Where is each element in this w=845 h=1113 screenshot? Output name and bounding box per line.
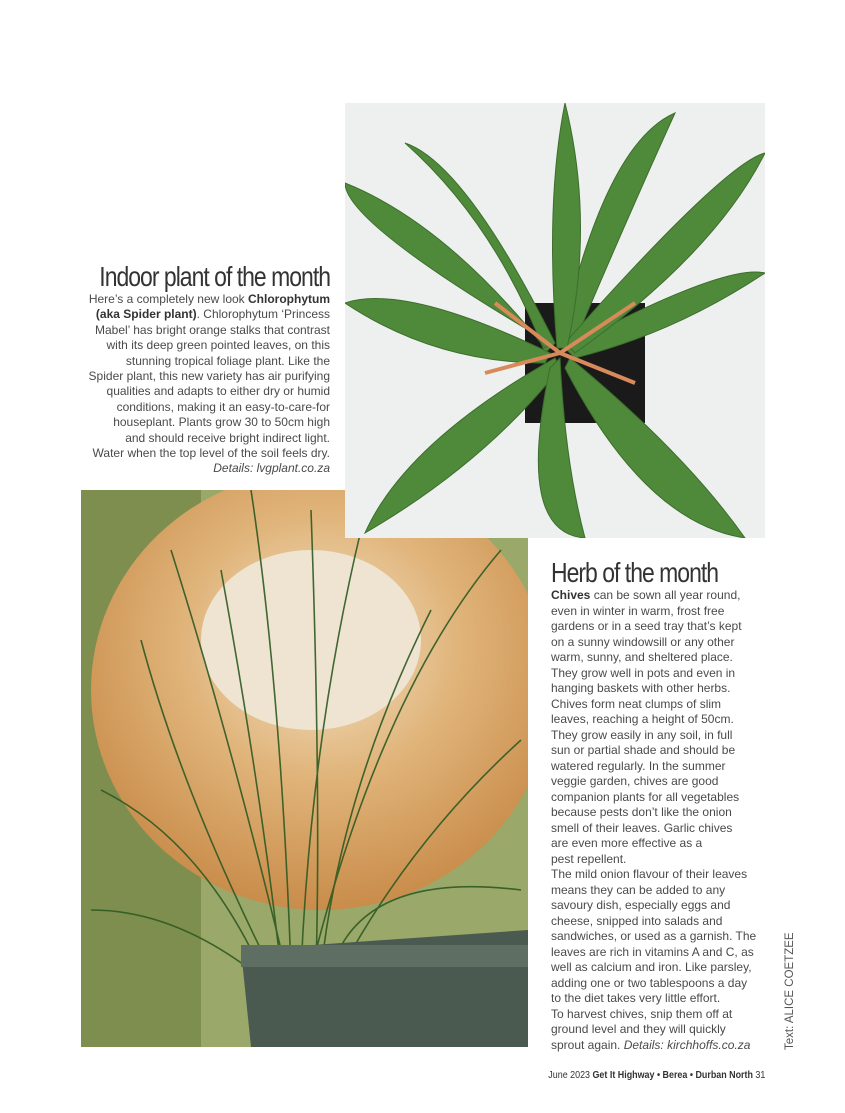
details-link-text: Details: lvgplant.co.za — [213, 461, 330, 476]
text-line — [551, 867, 773, 883]
text-line — [551, 945, 773, 961]
body-text: even in winter in warm, frost free — [551, 603, 725, 618]
text-line — [551, 1022, 773, 1038]
text-line — [20, 446, 330, 461]
body-text: Water when the top level of the soil feels dry. — [92, 446, 330, 461]
body-text: The mild onion flavour of their leaves — [551, 867, 748, 881]
text-line — [551, 1038, 773, 1054]
body-text: warm, sunny, and sheltered place. — [551, 650, 733, 664]
body-text: sprout again. — [551, 1037, 624, 1052]
body-text: stunning tropical foliage plant. Like the — [125, 353, 330, 368]
text-line — [551, 976, 773, 992]
text-line — [551, 898, 773, 914]
text-line — [551, 666, 773, 682]
text-line — [20, 354, 330, 369]
text-line — [551, 836, 773, 852]
indoor-plant-body — [20, 292, 330, 477]
body-text: To harvest chives, snip them off at — [551, 1006, 733, 1021]
text-line — [20, 415, 330, 430]
body-text: hanging baskets with other herbs. — [551, 681, 731, 695]
details-link-text: Details: kirchhoffs.co.za — [623, 1037, 751, 1052]
text-line — [551, 759, 773, 775]
text-line — [20, 431, 330, 446]
text-line — [551, 790, 773, 806]
herb-section — [551, 558, 773, 1053]
text-line — [551, 743, 773, 759]
text-line — [551, 619, 773, 635]
text-line — [551, 697, 773, 713]
indoor-plant-section — [20, 262, 330, 477]
body-text: conditions, making it an easy-to-care-for — [116, 399, 330, 414]
text-line — [20, 369, 330, 384]
body-text: veggie garden, chives are good — [551, 774, 719, 788]
text-line — [551, 635, 773, 651]
bold-text: (aka Spider plant) — [95, 307, 197, 322]
text-line — [551, 883, 773, 899]
text-line — [551, 852, 773, 868]
body-text: Mabel’ has bright orange stalks that contrast — [94, 322, 330, 337]
text-line — [551, 650, 773, 666]
text-line — [20, 384, 330, 399]
text-line — [20, 307, 330, 322]
bold-text: Chlorophytum — [248, 292, 330, 306]
body-text: leaves, reaching a height of 50cm. — [551, 712, 734, 726]
body-text: means they can be added to any — [551, 882, 726, 897]
herb-body — [551, 588, 773, 1053]
body-text: gardens or in a seed tray that’s kept — [551, 619, 742, 633]
body-text: They grow well in pots and even in — [551, 665, 736, 680]
body-text: ground level and they will quickly — [551, 1022, 726, 1036]
body-text: with its deep green pointed leaves, on this — [106, 338, 330, 353]
text-line — [551, 728, 773, 744]
body-text: leaves are rich in vitamins A and C, as — [551, 944, 754, 959]
herb-heading: Herb of the month — [551, 557, 719, 588]
body-text: They grow easily in any soil, in full — [551, 727, 733, 742]
body-text: Spider plant, this new variety has air purifying — [88, 369, 330, 384]
text-line — [20, 292, 330, 307]
body-text: companion plants for all vegetables — [551, 789, 740, 804]
text-line — [551, 929, 773, 945]
body-text: pest repellent. — [551, 851, 627, 866]
text-line — [20, 461, 330, 476]
body-text: can be sown all year round, — [590, 588, 741, 602]
text-credit: Text: ALICE COETZEE — [784, 932, 796, 1050]
chives-photo — [81, 490, 528, 1047]
body-text: cheese, snipped into salads and — [551, 913, 723, 928]
body-text: qualities and adapts to either dry or humid — [106, 384, 330, 399]
body-text: watered regularly. In the summer — [551, 758, 726, 773]
text-line — [551, 805, 773, 821]
spider-plant-photo — [345, 103, 765, 538]
page-number: 31 — [752, 1069, 765, 1081]
body-text: Chives form neat clumps of slim — [551, 696, 722, 711]
text-line — [551, 681, 773, 697]
body-text: sandwiches, or used as a garnish. The — [551, 929, 757, 943]
text-line — [551, 604, 773, 620]
text-line — [20, 400, 330, 415]
text-line — [20, 338, 330, 353]
text-line — [551, 712, 773, 728]
body-text: Here’s a completely new look — [88, 292, 248, 306]
footer-publication: Get It Highway • Berea • Durban North — [592, 1069, 753, 1081]
body-text: are even more effective as a — [551, 836, 703, 850]
body-text: because pests don’t like the onion — [551, 805, 732, 819]
indoor-plant-heading: Indoor plant of the month — [99, 261, 330, 292]
text-line — [551, 821, 773, 837]
text-line — [551, 588, 773, 604]
footer-date: June 2023 — [547, 1069, 593, 1081]
text-line — [551, 774, 773, 790]
body-text: sun or partial shade and should be — [551, 743, 736, 757]
body-text: . Chlorophytum ‘Princess — [196, 307, 330, 322]
text-line — [551, 991, 773, 1007]
bold-text: Chives — [551, 588, 591, 602]
body-text: and should receive bright indirect light. — [125, 430, 330, 445]
text-line — [20, 323, 330, 338]
text-line — [551, 960, 773, 976]
text-line — [551, 1007, 773, 1023]
page-footer — [548, 1069, 765, 1081]
body-text: adding one or two tablespoons a day — [551, 975, 748, 990]
body-text: to the diet takes very little effort. — [551, 991, 721, 1005]
body-text: smell of their leaves. Garlic chives — [551, 820, 733, 835]
body-text: savoury dish, especially eggs and — [551, 898, 731, 912]
body-text: on a sunny windowsill or any other — [551, 634, 735, 649]
text-line — [551, 914, 773, 930]
body-text: houseplant. Plants grow 30 to 50cm high — [113, 415, 330, 430]
body-text: well as calcium and iron. Like parsley, — [551, 960, 752, 974]
